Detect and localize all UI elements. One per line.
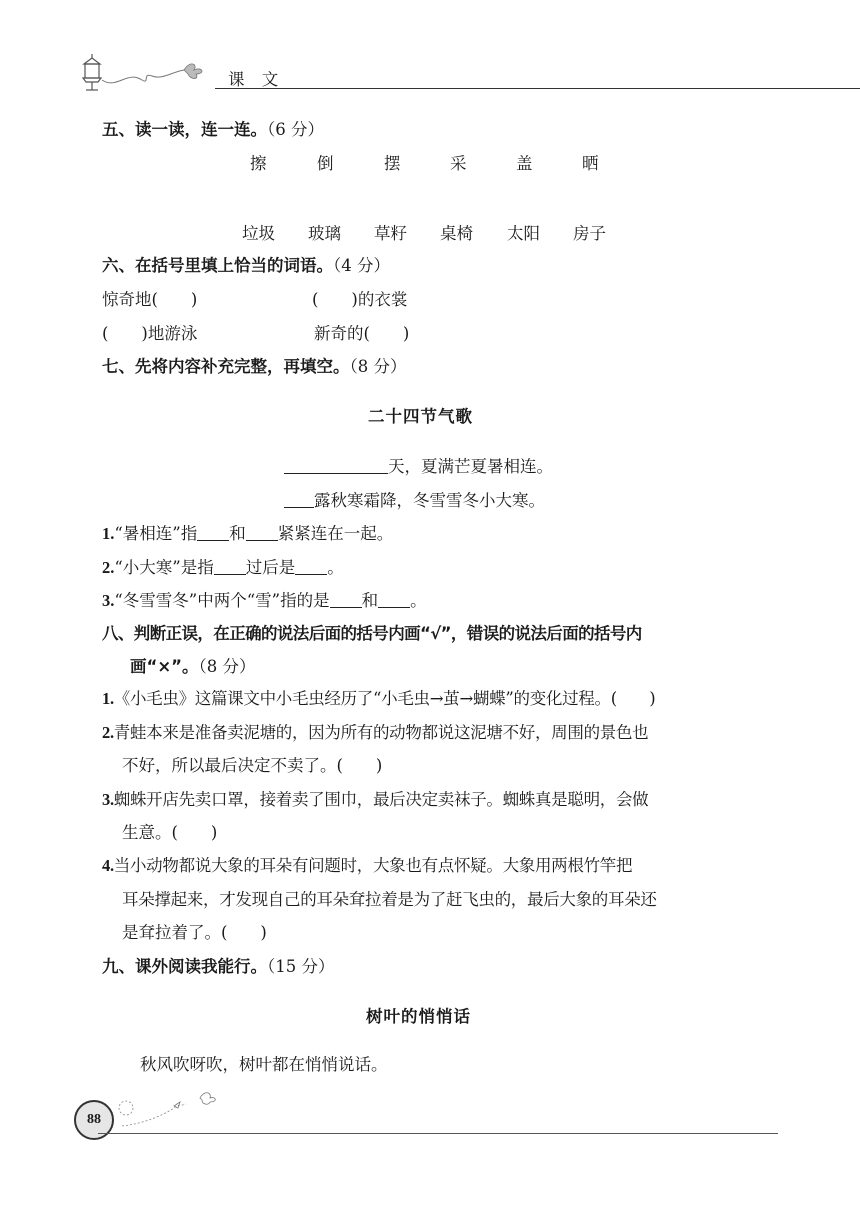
poem-line-2: 露秋寒霜降，冬雪雪冬小大寒。 [284,487,545,511]
header-course-label: 课 文 [228,70,285,89]
q5-noun: 桌椅 [440,224,473,243]
q7-sub-2: 2.“小大寒”是指 过后是 。 [102,558,344,577]
q8-item-4: 4.当小动物都说大象的耳朵有问题时，大象也有点怀疑。大象用两根竹竿把 [102,856,633,875]
fill-blank[interactable] [214,558,246,575]
q5-noun: 玻璃 [308,224,341,243]
q8-heading-line-2: 画“×”。（8 分） [130,657,256,676]
q5-verb: 倒 [317,154,334,173]
q5-verb: 擦 [250,154,267,173]
q5-noun: 垃圾 [242,224,275,243]
footer-swirl-icon [112,1086,222,1134]
q6-item: 惊奇地( ) [102,290,198,309]
header-rule [215,88,860,89]
header-lamp-icon [72,50,222,96]
page-number: 88 [87,1112,101,1127]
passage-title: 树叶的悄悄话 [366,1007,471,1026]
q5-verb: 盖 [516,154,533,173]
footer-rule [98,1133,778,1134]
poem-title: 二十四节气歌 [368,407,473,426]
q6-item: ( )的衣裳 [312,290,408,309]
q5-verb: 采 [450,154,467,173]
q9-heading: 九、课外阅读我能行。（15 分） [102,957,335,976]
fill-blank[interactable] [330,591,362,608]
poem-blank[interactable] [284,491,314,508]
q5-noun: 太阳 [507,224,540,243]
q6-heading: 六、在括号里填上恰当的词语。（4 分） [102,256,390,275]
fill-blank[interactable] [378,591,410,608]
poem-blank[interactable] [284,457,388,474]
q7-heading: 七、先将内容补充完整，再填空。（8 分） [102,357,407,376]
q5-verb: 摆 [384,154,401,173]
q8-item-4-cont: 耳朵撑起来，才发现自己的耳朵耷拉着是为了赶飞虫的，最后大象的耳朵还 [122,890,657,909]
q6-item: 新奇的( ) [314,324,410,343]
fill-blank[interactable] [197,524,229,541]
q5-noun: 草籽 [374,224,407,243]
passage-line-1: 秋风吹呀吹，树叶都在悄悄说话。 [140,1055,388,1074]
poem-line-1: 天，夏满芒夏暑相连。 [284,453,553,477]
q5-noun: 房子 [573,224,606,243]
q7-sub-1: 1.“暑相连”指 和 紧紧连在一起。 [102,524,394,543]
q8-item-3-cont: 生意。( ) [122,823,218,842]
q8-item-1: 1.《小毛虫》这篇课文中小毛虫经历了“小毛虫→茧→蝴蝶”的变化过程。( ) [102,689,656,708]
page-number-badge [74,1100,114,1140]
q8-item-2: 2.青蛙本来是准备卖泥塘的，因为所有的动物都说这泥塘不好，周围的景色也 [102,723,649,742]
q8-heading-line-1: 八、判断正误，在正确的说法后面的括号内画“√”，错误的说法后面的括号内 [102,624,642,643]
q8-item-2-cont: 不好，所以最后决定不卖了。( ) [122,756,383,775]
q5-verb: 晒 [582,154,599,173]
q7-sub-3: 3.“冬雪雪冬”中两个“雪”指的是 和 。 [102,591,427,610]
q8-item-4-cont: 是耷拉着了。( ) [122,923,267,942]
fill-blank[interactable] [295,558,327,575]
fill-blank[interactable] [246,524,278,541]
q6-item: ( )地游泳 [102,324,198,343]
q5-heading: 五、读一读，连一连。（6 分） [102,120,324,139]
q8-item-3: 3.蜘蛛开店先卖口罩，接着卖了围巾，最后决定卖袜子。蜘蛛真是聪明，会做 [102,790,649,809]
